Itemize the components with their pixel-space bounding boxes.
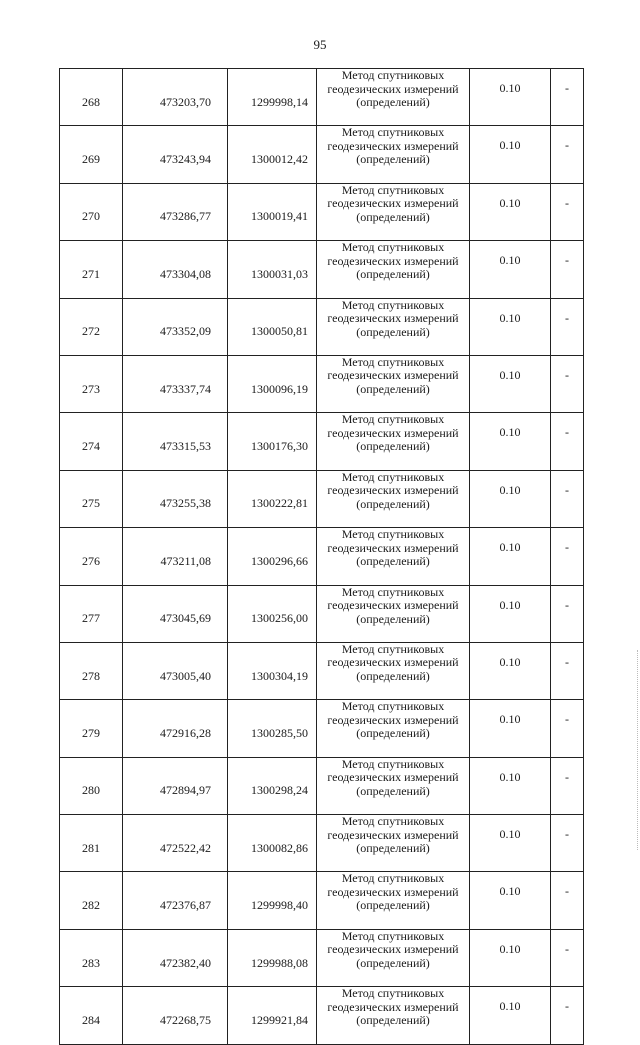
x-coordinate-cell: 473286,77 xyxy=(123,183,228,240)
table-body xyxy=(60,69,584,1045)
point-number-cell: 271 xyxy=(60,241,123,298)
note-cell: - xyxy=(551,585,584,642)
method-cell: Метод спутниковых геодезических измерений (определений) xyxy=(317,872,470,929)
y-coordinate-cell: 1300031,03 xyxy=(228,241,317,298)
table-row xyxy=(60,241,584,298)
coordinates-table xyxy=(59,68,584,1045)
note-cell: - xyxy=(551,872,584,929)
y-coordinate-cell: 1300296,66 xyxy=(228,528,317,585)
y-coordinate-cell: 1300285,50 xyxy=(228,700,317,757)
note-cell: - xyxy=(551,987,584,1044)
table-row xyxy=(60,355,584,412)
accuracy-cell: 0.10 xyxy=(470,470,551,527)
point-number-cell: 284 xyxy=(60,987,123,1044)
margin-dots xyxy=(636,650,638,850)
accuracy-cell: 0.10 xyxy=(470,413,551,470)
x-coordinate-cell: 472894,97 xyxy=(123,757,228,814)
point-number-cell: 280 xyxy=(60,757,123,814)
method-cell: Метод спутниковых геодезических измерений (определений) xyxy=(317,585,470,642)
note-cell: - xyxy=(551,700,584,757)
method-cell: Метод спутниковых геодезических измерений (определений) xyxy=(317,69,470,126)
method-cell: Метод спутниковых геодезических измерений (определений) xyxy=(317,413,470,470)
y-coordinate-cell: 1300082,86 xyxy=(228,815,317,872)
point-number-cell: 278 xyxy=(60,642,123,699)
table-row xyxy=(60,700,584,757)
y-coordinate-cell: 1299921,84 xyxy=(228,987,317,1044)
method-cell: Метод спутниковых геодезических измерений (определений) xyxy=(317,470,470,527)
point-number-cell: 281 xyxy=(60,815,123,872)
note-cell: - xyxy=(551,470,584,527)
accuracy-cell: 0.10 xyxy=(470,528,551,585)
y-coordinate-cell: 1299988,08 xyxy=(228,929,317,986)
accuracy-cell: 0.10 xyxy=(470,585,551,642)
x-coordinate-cell: 473304,08 xyxy=(123,241,228,298)
note-cell: - xyxy=(551,355,584,412)
y-coordinate-cell: 1300050,81 xyxy=(228,298,317,355)
table-row xyxy=(60,987,584,1044)
table-row xyxy=(60,528,584,585)
accuracy-cell: 0.10 xyxy=(470,987,551,1044)
accuracy-cell: 0.10 xyxy=(470,69,551,126)
table-row xyxy=(60,69,584,126)
note-cell: - xyxy=(551,757,584,814)
accuracy-cell: 0.10 xyxy=(470,815,551,872)
x-coordinate-cell: 473045,69 xyxy=(123,585,228,642)
note-cell: - xyxy=(551,528,584,585)
x-coordinate-cell: 473243,94 xyxy=(123,126,228,183)
x-coordinate-cell: 473211,08 xyxy=(123,528,228,585)
note-cell: - xyxy=(551,642,584,699)
point-number-cell: 276 xyxy=(60,528,123,585)
y-coordinate-cell: 1300298,24 xyxy=(228,757,317,814)
point-number-cell: 273 xyxy=(60,355,123,412)
note-cell: - xyxy=(551,298,584,355)
x-coordinate-cell: 473315,53 xyxy=(123,413,228,470)
y-coordinate-cell: 1300176,30 xyxy=(228,413,317,470)
method-cell: Метод спутниковых геодезических измерений (определений) xyxy=(317,241,470,298)
point-number-cell: 274 xyxy=(60,413,123,470)
point-number-cell: 282 xyxy=(60,872,123,929)
table-row xyxy=(60,929,584,986)
accuracy-cell: 0.10 xyxy=(470,642,551,699)
method-cell: Метод спутниковых геодезических измерений (определений) xyxy=(317,126,470,183)
table-row xyxy=(60,757,584,814)
x-coordinate-cell: 472268,75 xyxy=(123,987,228,1044)
x-coordinate-cell: 473337,74 xyxy=(123,355,228,412)
accuracy-cell: 0.10 xyxy=(470,929,551,986)
note-cell: - xyxy=(551,929,584,986)
method-cell: Метод спутниковых геодезических измерений (определений) xyxy=(317,183,470,240)
note-cell: - xyxy=(551,815,584,872)
x-coordinate-cell: 472382,40 xyxy=(123,929,228,986)
accuracy-cell: 0.10 xyxy=(470,298,551,355)
accuracy-cell: 0.10 xyxy=(470,241,551,298)
x-coordinate-cell: 472376,87 xyxy=(123,872,228,929)
accuracy-cell: 0.10 xyxy=(470,757,551,814)
table-row xyxy=(60,642,584,699)
y-coordinate-cell: 1300256,00 xyxy=(228,585,317,642)
table-row xyxy=(60,126,584,183)
accuracy-cell: 0.10 xyxy=(470,355,551,412)
point-number-cell: 275 xyxy=(60,470,123,527)
point-number-cell: 283 xyxy=(60,929,123,986)
x-coordinate-cell: 473352,09 xyxy=(123,298,228,355)
accuracy-cell: 0.10 xyxy=(470,126,551,183)
y-coordinate-cell: 1300012,42 xyxy=(228,126,317,183)
y-coordinate-cell: 1300019,41 xyxy=(228,183,317,240)
note-cell: - xyxy=(551,126,584,183)
table-row xyxy=(60,815,584,872)
point-number-cell: 269 xyxy=(60,126,123,183)
x-coordinate-cell: 473005,40 xyxy=(123,642,228,699)
x-coordinate-cell: 472522,42 xyxy=(123,815,228,872)
method-cell: Метод спутниковых геодезических измерений (определений) xyxy=(317,700,470,757)
method-cell: Метод спутниковых геодезических измерений (определений) xyxy=(317,355,470,412)
accuracy-cell: 0.10 xyxy=(470,872,551,929)
page-number: 95 xyxy=(313,37,327,52)
table-row xyxy=(60,413,584,470)
y-coordinate-cell: 1300222,81 xyxy=(228,470,317,527)
table-row xyxy=(60,183,584,240)
method-cell: Метод спутниковых геодезических измерений (определений) xyxy=(317,815,470,872)
x-coordinate-cell: 473203,70 xyxy=(123,69,228,126)
method-cell: Метод спутниковых геодезических измерений (определений) xyxy=(317,987,470,1044)
point-number-cell: 272 xyxy=(60,298,123,355)
x-coordinate-cell: 472916,28 xyxy=(123,700,228,757)
table-row xyxy=(60,585,584,642)
method-cell: Метод спутниковых геодезических измерений (определений) xyxy=(317,298,470,355)
table-row xyxy=(60,872,584,929)
note-cell: - xyxy=(551,69,584,126)
note-cell: - xyxy=(551,413,584,470)
point-number-cell: 277 xyxy=(60,585,123,642)
table-row xyxy=(60,298,584,355)
note-cell: - xyxy=(551,241,584,298)
y-coordinate-cell: 1299998,14 xyxy=(228,69,317,126)
point-number-cell: 270 xyxy=(60,183,123,240)
table-row xyxy=(60,470,584,527)
method-cell: Метод спутниковых геодезических измерений (определений) xyxy=(317,642,470,699)
x-coordinate-cell: 473255,38 xyxy=(123,470,228,527)
method-cell: Метод спутниковых геодезических измерений (определений) xyxy=(317,528,470,585)
y-coordinate-cell: 1300304,19 xyxy=(228,642,317,699)
note-cell: - xyxy=(551,183,584,240)
point-number-cell: 279 xyxy=(60,700,123,757)
accuracy-cell: 0.10 xyxy=(470,700,551,757)
method-cell: Метод спутниковых геодезических измерений (определений) xyxy=(317,757,470,814)
y-coordinate-cell: 1299998,40 xyxy=(228,872,317,929)
accuracy-cell: 0.10 xyxy=(470,183,551,240)
method-cell: Метод спутниковых геодезических измерений (определений) xyxy=(317,929,470,986)
point-number-cell: 268 xyxy=(60,69,123,126)
y-coordinate-cell: 1300096,19 xyxy=(228,355,317,412)
